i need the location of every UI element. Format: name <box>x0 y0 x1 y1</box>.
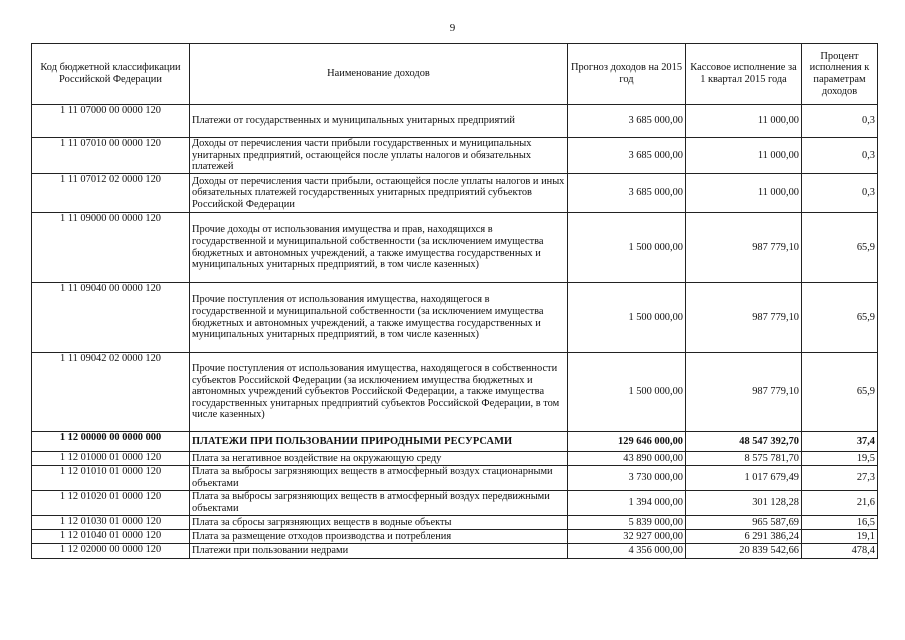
percent-cell: 16,5 <box>802 516 878 530</box>
forecast-cell: 1 394 000,00 <box>568 491 686 516</box>
cash-cell: 20 839 542,66 <box>686 544 802 559</box>
code-cell: 1 11 07000 00 0000 120 <box>32 105 190 138</box>
forecast-cell: 3 730 000,00 <box>568 466 686 491</box>
table-row <box>32 174 878 213</box>
name-cell: Плата за сбросы загрязняющих веществ в водные объекты <box>190 516 568 530</box>
code-cell: 1 12 01020 01 0000 120 <box>32 491 190 516</box>
cash-cell: 6 291 386,24 <box>686 530 802 544</box>
percent-cell: 65,9 <box>802 283 878 353</box>
forecast-cell: 5 839 000,00 <box>568 516 686 530</box>
table-row <box>32 466 878 491</box>
name-cell: Прочие поступления от использования имущества, находящегося в собственности субъектов Российской Федерации (за исключением имущества бюджетных и автономных учреждений субъектов Российской Федерации, а также имущества государственных унитарных предприятий субъектов Российской Федерации, в том числе казенных) <box>190 353 568 432</box>
table-row <box>32 105 878 138</box>
name-cell: Плата за размещение отходов производства и потребления <box>190 530 568 544</box>
cash-cell: 987 779,10 <box>686 283 802 353</box>
percent-cell: 37,4 <box>802 432 878 452</box>
cash-cell: 8 575 781,70 <box>686 452 802 466</box>
cash-cell: 11 000,00 <box>686 138 802 174</box>
table-row <box>32 432 878 452</box>
name-cell: Прочие доходы от использования имущества и прав, находящихся в государственной и муниципальной собственности (за исключением имущества бюджетных и автономных учреждений, а также имущества государственных и муниципальных унитарных предприятий, в том числе казенных) <box>190 213 568 283</box>
forecast-cell: 32 927 000,00 <box>568 530 686 544</box>
percent-cell: 478,4 <box>802 544 878 559</box>
cash-cell: 11 000,00 <box>686 105 802 138</box>
forecast-cell: 3 685 000,00 <box>568 138 686 174</box>
code-cell: 1 11 07012 02 0000 120 <box>32 174 190 213</box>
forecast-cell: 3 685 000,00 <box>568 105 686 138</box>
percent-cell: 65,9 <box>802 353 878 432</box>
percent-cell: 0,3 <box>802 105 878 138</box>
cash-cell: 987 779,10 <box>686 213 802 283</box>
percent-cell: 21,6 <box>802 491 878 516</box>
code-cell: 1 11 09042 02 0000 120 <box>32 353 190 432</box>
page-number: 9 <box>449 22 456 34</box>
percent-cell: 65,9 <box>802 213 878 283</box>
name-cell: ПЛАТЕЖИ ПРИ ПОЛЬЗОВАНИИ ПРИРОДНЫМИ РЕСУРСАМИ <box>190 432 568 452</box>
table-row <box>32 138 878 174</box>
name-cell: Доходы от перечисления части прибыли государственных и муниципальных унитарных предприятий, остающейся после уплаты налогов и обязательных платежей <box>190 138 568 174</box>
forecast-cell: 1 500 000,00 <box>568 213 686 283</box>
header-percent: Процент исполнения к параметрам доходов <box>802 44 878 105</box>
code-cell: 1 11 09000 00 0000 120 <box>32 213 190 283</box>
code-cell: 1 11 09040 00 0000 120 <box>32 283 190 353</box>
name-cell: Плата за выбросы загрязняющих веществ в атмосферный воздух стационарными объектами <box>190 466 568 491</box>
header-cash: Кассовое исполнение за 1 квартал 2015 года <box>686 44 802 105</box>
name-cell: Плата за выбросы загрязняющих веществ в атмосферный воздух передвижными объектами <box>190 491 568 516</box>
table-row <box>32 283 878 353</box>
percent-cell: 19,5 <box>802 452 878 466</box>
code-cell: 1 12 02000 00 0000 120 <box>32 544 190 559</box>
percent-cell: 0,3 <box>802 174 878 213</box>
table-row <box>32 544 878 559</box>
code-cell: 1 12 01000 01 0000 120 <box>32 452 190 466</box>
cash-cell: 301 128,28 <box>686 491 802 516</box>
name-cell: Платежи от государственных и муниципальных унитарных предприятий <box>190 105 568 138</box>
revenue-table <box>31 43 878 559</box>
table-row <box>32 516 878 530</box>
header-name: Наименование доходов <box>190 44 568 105</box>
percent-cell: 19,1 <box>802 530 878 544</box>
code-cell: 1 12 01040 01 0000 120 <box>32 530 190 544</box>
forecast-cell: 1 500 000,00 <box>568 353 686 432</box>
cash-cell: 965 587,69 <box>686 516 802 530</box>
name-cell: Доходы от перечисления части прибыли, остающейся после уплаты налогов и иных обязательных платежей государственных унитарных предприятий субъектов Российской Федерации <box>190 174 568 213</box>
cash-cell: 1 017 679,49 <box>686 466 802 491</box>
cash-cell: 987 779,10 <box>686 353 802 432</box>
table-row <box>32 491 878 516</box>
table-header-row <box>32 44 878 105</box>
percent-cell: 27,3 <box>802 466 878 491</box>
name-cell: Прочие поступления от использования имущества, находящегося в государственной и муниципальной собственности (за исключением имущества бюджетных и автономных учреждений, а также имущества государственных и муниципальных унитарных предприятий, в том числе казенных) <box>190 283 568 353</box>
name-cell: Плата за негативное воздействие на окружающую среду <box>190 452 568 466</box>
header-forecast: Прогноз доходов на 2015 год <box>568 44 686 105</box>
cash-cell: 11 000,00 <box>686 174 802 213</box>
forecast-cell: 1 500 000,00 <box>568 283 686 353</box>
forecast-cell: 3 685 000,00 <box>568 174 686 213</box>
forecast-cell: 129 646 000,00 <box>568 432 686 452</box>
cash-cell: 48 547 392,70 <box>686 432 802 452</box>
table-row <box>32 353 878 432</box>
code-cell: 1 12 00000 00 0000 000 <box>32 432 190 452</box>
table-row <box>32 452 878 466</box>
header-code: Код бюджетной классификации Российской Федерации <box>32 44 190 105</box>
code-cell: 1 12 01030 01 0000 120 <box>32 516 190 530</box>
code-cell: 1 12 01010 01 0000 120 <box>32 466 190 491</box>
forecast-cell: 4 356 000,00 <box>568 544 686 559</box>
name-cell: Платежи при пользовании недрами <box>190 544 568 559</box>
percent-cell: 0,3 <box>802 138 878 174</box>
table-row <box>32 530 878 544</box>
forecast-cell: 43 890 000,00 <box>568 452 686 466</box>
table-row <box>32 213 878 283</box>
code-cell: 1 11 07010 00 0000 120 <box>32 138 190 174</box>
